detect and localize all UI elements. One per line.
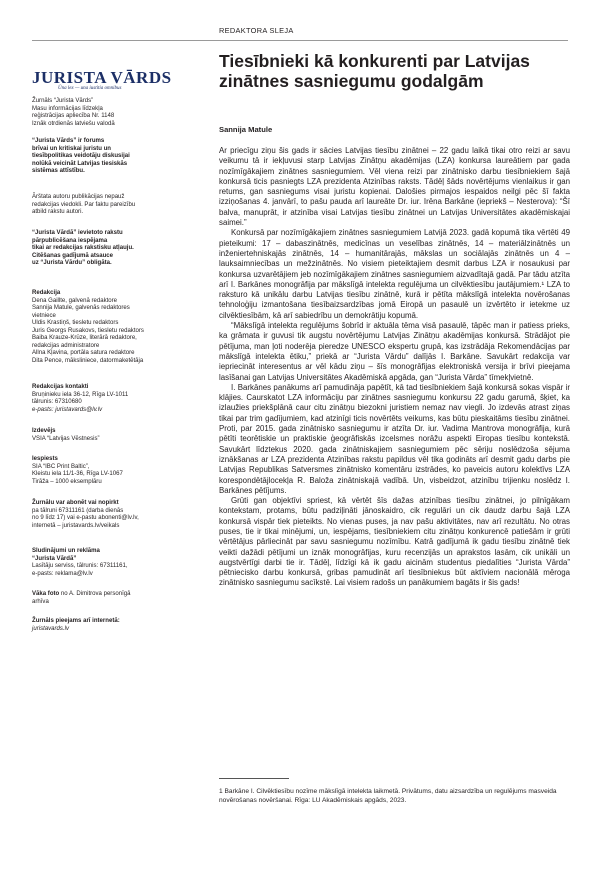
editorial-line: Sannija Matule, galvenās redaktores	[32, 305, 130, 311]
print-line: SIA “IBC Print Baltic”,	[32, 463, 90, 470]
editorial-line: Baiba Krauze-Krūze, literārā redaktore,	[32, 335, 137, 341]
citation-line: “Jurista Vārdā” ievietoto rakstu	[32, 230, 123, 236]
article-paragraph: Ar priecīgu ziņu šis gads ir sācies Latvijas tiesību zinātnei – 22 gadu laikā tikai otro reizi ar savu veikumu tā ir iekļuvusi starp Latvijas Zinātņu akadēmijas (LZA) konkursa laureātiem par gada nozīmīgākajiem zinātnes sasniegumiem. Vēl viena reizi par zinātnisko darbu tiesībniekiem šajā konkursā ticis pasniegts LZA prezidenta Atzinības raksts. Tādēļ šāds novērtējums vienlaikus ir gan retums, gan sasniegums visai juristu kopienai. Dalošies pirmajos iespaidos neilgi pēc šī fakta izziņošanas 4. janvārī, to pašu pauda arī laureāte Dr. iur. Irēna Barkāne (iepriekš – Nesterova): “Šī balva, manuprāt, ir atzinība visai Latvijas tiesību zinātnei un Latvijas Universitātes akadēmiskajai saimei.”	[219, 146, 570, 228]
advertising	[32, 548, 192, 578]
subscribe-line: internetā – juristavards.lv/veikals	[32, 522, 120, 529]
mission-statement	[32, 138, 192, 176]
mission-line: “Jurista Vārds” ir forums	[32, 138, 105, 144]
editorial-team	[32, 290, 192, 365]
editorial-line: Allna Kļavina, portāla satura redaktore	[32, 350, 135, 356]
editorial-line: vietniece	[32, 312, 56, 319]
logo: JURISTA VĀRDS	[32, 68, 172, 87]
mission-line: nolūkā veicināt Latvijas tiesiskās	[32, 160, 128, 167]
section-label: REDAKTORA SLEJA	[219, 26, 294, 35]
mission-line: brīvai un kritiskai juristu un	[32, 145, 111, 152]
citation-line: tikai ar redakcijas rakstisku atļauju.	[32, 245, 134, 251]
footnote: 1 Barkāne I. Cilvēktiesību nozīme mākslīgā intelekta laikmetā. Privātums, datu aizsardzība un regulējums masveida novērošanas novēršanai. Rīga: LU Akadēmiskais apgāds, 2023.	[219, 788, 557, 804]
article-paragraph: Konkursā par nozīmīgākajiem zinātnes sasniegumiem Latvijā 2023. gadā kopumā tika vērtēti 49 pieteikumi: 17 – dabaszinātnēs, medicīnas un veselības zinātnēs, 14 – materiālzinātnēs un inženiertehniskajās zinātnēs, 14 – humanitārajās, mākslas un sociālajās zinātnēs un 4 – lauksaimniecības un mežzinātnēs. No visiem pieteiktajiem desmit darbus LZA ir nosaukusi par konkursa uzvarētājiem jeb nozīmīgākajiem zinātnes sasniegumiem aizvadītajā gadā. Par tādu atzīta arī I. Barkānes monogrāfija par mākslīgā intelekta regulējuma un cilvēktiesību jautājumiem.¹ LZA to raksturo kā unikālu darbu Latvijas tiesību zinātnē, kurā ir pētīta mākslīgā intelekta novērošanas tehnoloģiju izmantošana tiesībaizsardzības jomā Eiropā un pasaulē un izvērtēto ir ietekme uz cilvēktiesībām, kā arī sabiedrību un demokrātiju kopumā.	[219, 228, 570, 320]
photo-credit-line2: arhīva	[32, 598, 49, 605]
info-line: Masu informācijas līdzekļa	[32, 105, 103, 112]
subscription	[32, 500, 192, 530]
article-paragraph: I. Barkānes panākums arī pamudināja papētīt, kā tad tiesībniekiem šajā konkursā sokas vispār ir klājies. Caurskatot LZA informāciju par zinātnes sasniegumu konkursu 22 gadu garumā, šķiet, ka izlaužies priekšplānā caur citu zinātņu biezokni juristiem nemaz nav viegli. Jo izdevās atrast ziņas tikai par trim gadījumiem, kad atzinīgi ticis novērtēts veikums, kas būtu pieskaitāms tiesību zinātnei. Proti, par 2015. gada zinātnisko sasniegumu ir atzīta Dr. iur. Vadima Mantrova monogrāfija, kurā pētīti teorētiskie un praktiskie ģeogrāfiskās izcelsmes norāžu aspekti Eiropas tiesību kontekstā. Savukārt līdztekus 2020. gada zinātniskajiem sasniegumiem pēc sēriju noslēdzoša sējuma iznākšanas ar LZA prezidenta Atzinības rakstu papildus vēl tika godināts arī desmit gadu darbs pie Latvijas Republikas Satversmes zinātnisko komentāru izstrādes, ko paveicis autoru kolektīvs LZA korespondētājlocekļa R. Baloža zinātniskajā vadībā. Un, visbeidzot, atzinību trijienku noslēdz I. Barkānes pētījums.	[219, 382, 570, 495]
article-author: Sannija Matule	[219, 125, 273, 134]
footnote-rule	[219, 778, 289, 779]
subscribe-line: no 9 līdz 17) vai e-pastu abonenti@lv.lv,	[32, 515, 139, 521]
editorial-line: Juris Georgs Rusakovs, tiesletu redaktors	[32, 327, 144, 334]
info-line: Žurnāls “Jurista Vārds”	[32, 98, 94, 104]
editorial-heading: Redakcija	[32, 290, 61, 296]
article-title: Tiesībnieki kā konkurenti par Latvijas zinātnes sasniegumu godalgām	[219, 51, 530, 91]
photo-credit: no A. Dimitrova personīgā	[60, 591, 131, 597]
publisher-heading: Izdevējs	[32, 428, 56, 434]
contacts-email-link[interactable]: e-pasts: juristavards@lv.lv	[32, 406, 103, 413]
print-heading: Iespiests	[32, 456, 58, 462]
online-access	[32, 618, 192, 633]
ads-line: Lasītāju serviss, tālrunis: 67311161,	[32, 563, 128, 569]
article-paragraph: Grūti gan objektīvi spriest, kā vērtēt šīs dažas atzinības tiesību zinātnei, jo pilnīgākam kontekstam, protams, būtu padziļināti jānoskaidro, cik regulāri un cik daudz darbu šajā LZA konkursā vispār tiek pieteikts. No vienas puses, ja nav pašu aktivitātes, nav arī rezultātu. No otras puses, tie ir tikai minējumi, un, iespējams, tiesībniekiem citu zinātņu konkurencē patiešām ir grūti vērtētājus pārliecināt par savu sasniegumu nozīmību. Katrā gadījumā ik gadu tiesību zinātnē tiek veikti dažādi pētījumi un iznāk monogrāfijas, kuru recenzijās un aprakstos lasām, cik unikāli un augstvērtīgi darbi tie ir. Tādēļ, līdzīgi kā ik gadu aicinām studentus piedalīties “Jurista Vārda” pētniecisko darbu konkursā, gribas pamudināt arī tiesībniekus būt aktīviem nacionālā mēroga zinātnisko sasniegumu sacīkstē. Lai visiem radošs un panākumiem bagāts ir šis gads!	[219, 496, 570, 588]
publication-info	[32, 98, 192, 128]
citation-line: Citēšanas gadījumā atsauce	[32, 252, 113, 259]
info-line: reģistrācijas apliecība Nr. 1148	[32, 113, 115, 119]
disclaimer-line: atbild rakstu autori.	[32, 209, 84, 215]
subscribe-heading: Žurnālu var abonēt vai nopirkt	[32, 500, 119, 506]
article-paragraph: “Mākslīgā intelekta regulējums šobrīd ir aktuāla tēma visā pasaulē, tāpēc man ir patiess prieks, ka grāmata ir guvusi tik augstu novērtējumu Latvijas Zinātņu akadēmijas konkursā. Strādājot pie pētījuma, man ļoti noderēja pieredze UNESCO ekspertu grupā, kas izstrādāja Rekomendācijas par mākslīgā intelekta ētiku,” priekā ar “Jurista Vārdu” dalījās I. Barkāne. Savukārt redakcija var iepriecināt interesentus ar vēl kādu ziņu – šīs monogrāfijas elektroniskā versija ir brīvi pieejama lasīšanai gan Latvijas Universitātes Akadēmiskā apgāda, gan “Jurista Vārda” tīmekļvietnē.	[219, 321, 570, 382]
printer	[32, 456, 192, 486]
cover-photo-credit	[32, 591, 192, 606]
access-heading: Žurnāls pieejams arī internetā:	[32, 618, 120, 624]
print-line: Kleistu iela 11/1-36, Rīga LV-1067	[32, 471, 123, 477]
subscribe-line: pa tālruni 67311161 (darba dienās	[32, 507, 124, 514]
info-line: Iznāk otrdienās latviešu valodā	[32, 120, 115, 127]
publisher	[32, 428, 192, 443]
citation-line: pārpublicēšana iespējama	[32, 237, 108, 244]
logo-tagline: Ūna lex — una iustitia omnibus	[58, 86, 122, 91]
contacts-line: tālrunis: 67310680	[32, 399, 82, 405]
header-rule	[32, 40, 568, 41]
photo-label: Vāka foto	[32, 591, 60, 597]
ads-line: e-pasts: reklama@lv.lv	[32, 570, 93, 577]
mission-line: tiesībpolitikas veidotāju diskusijai	[32, 153, 130, 159]
access-link[interactable]: juristavards.lv	[32, 625, 69, 632]
authors-disclaimer	[32, 194, 192, 217]
print-line: Tirāža – 1000 eksemplāru	[32, 478, 102, 485]
editorial-line: Uldis Krastiņš, tiesletu redaktors	[32, 320, 119, 326]
disclaimer-line: Ārštata autoru publikācijas nepauž	[32, 194, 125, 200]
publisher-line: VSIA “Latvijas Vēstnesis”	[32, 435, 100, 442]
ads-heading: Sludinājumi un reklāma	[32, 548, 100, 554]
contacts-heading: Redakcijas kontakti	[32, 384, 89, 390]
citation-line: uz “Jurista Vārdu” obligāta.	[32, 260, 112, 266]
editorial-line: Dena Gaillte, galvenā redaktore	[32, 297, 118, 304]
mission-line: sistēmas attīstību.	[32, 168, 85, 174]
citation-notice	[32, 230, 192, 268]
ads-line: “Jurista Vārdā”	[32, 555, 77, 562]
editorial-line: redakcijas administratore	[32, 342, 100, 349]
article-body	[219, 146, 570, 589]
disclaimer-line: redakcijas viedokli. Par faktu pareizību	[32, 201, 136, 208]
contacts	[32, 384, 192, 414]
contacts-line: Bruņinieku iela 36-12, Rīga LV-1011	[32, 391, 129, 398]
editorial-line: Dita Pence, māksliniece, datormaketētāja	[32, 357, 144, 364]
